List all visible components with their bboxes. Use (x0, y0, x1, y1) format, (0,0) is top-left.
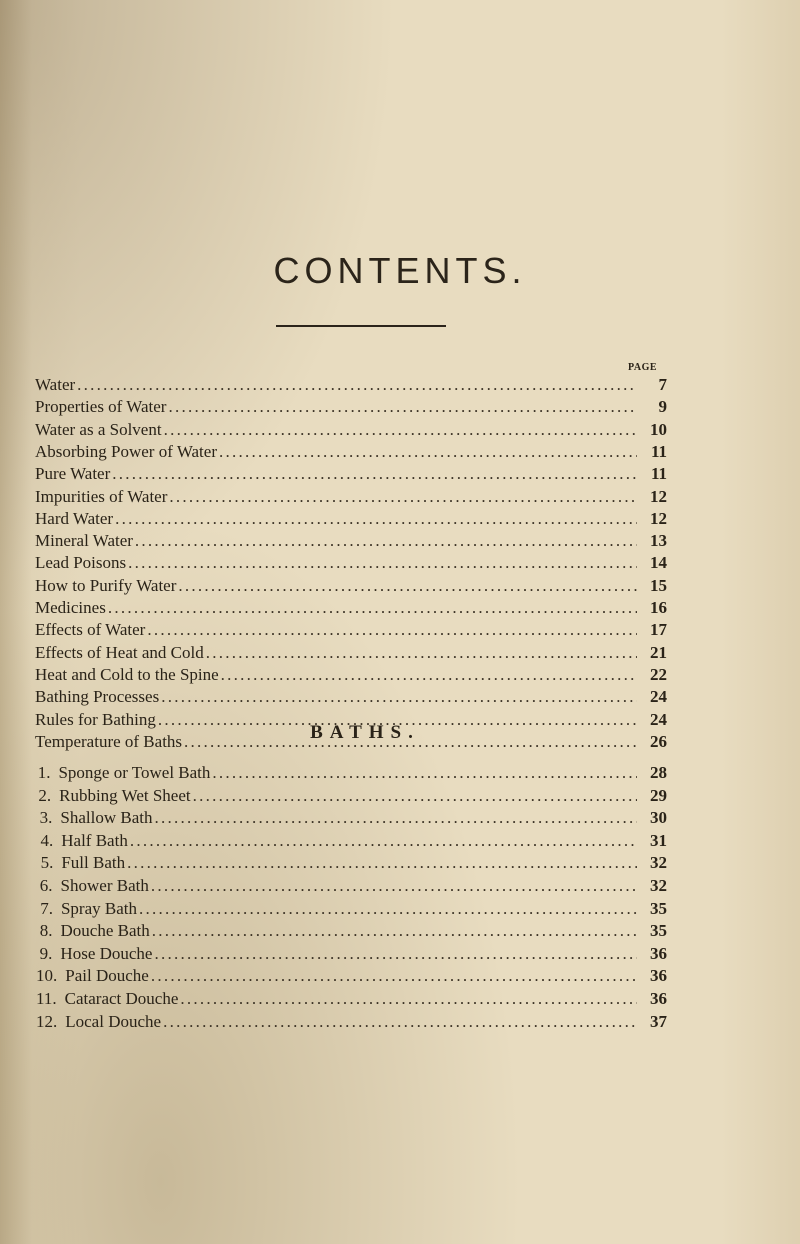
entry-label: Absorbing Power of Water (35, 441, 217, 461)
dot-leader (206, 642, 637, 664)
bath-label: Full Bath (61, 853, 126, 873)
contents-entry (35, 396, 667, 418)
dot-leader (164, 419, 637, 441)
entry-page-number: 11 (650, 441, 667, 461)
entry-page-number: 26 (650, 731, 667, 751)
entry-page-number: 22 (650, 664, 667, 684)
dot-leader (127, 852, 637, 874)
contents-entry (35, 664, 667, 686)
entry-label: Rules for Bathing (35, 709, 156, 729)
entry-label: Effects of Heat and Cold (35, 642, 204, 662)
dot-leader (154, 943, 637, 965)
entry-label: Impurities of Water (35, 486, 168, 506)
page-title: CONTENTS. (273, 250, 527, 291)
dot-leader (180, 988, 637, 1010)
bath-page-number: 32 (650, 853, 667, 873)
dot-leader (152, 920, 637, 942)
dot-leader (155, 807, 637, 829)
contents-entry (35, 619, 667, 641)
bath-page-number: 36 (650, 943, 667, 963)
bath-label: Spray Bath (60, 898, 137, 918)
bath-entry (36, 1011, 667, 1033)
entry-label: How to Purify Water (35, 575, 177, 595)
bath-number: 4. (40, 830, 54, 850)
bath-label: Pail Douche (65, 966, 149, 986)
entry-page-number: 7 (658, 375, 667, 394)
bath-label: Local Douche (65, 1011, 162, 1031)
entry-label: Pure Water (35, 464, 111, 484)
bath-entry (36, 830, 667, 852)
entry-page-number: 24 (650, 709, 667, 729)
entry-page-number: 24 (650, 687, 667, 707)
dot-leader (151, 875, 637, 897)
bath-entry (36, 965, 667, 987)
entry-page-number: 11 (650, 464, 667, 484)
bath-entry (36, 875, 667, 897)
contents-entry (35, 486, 667, 508)
dot-leader (168, 396, 637, 418)
entry-page-number: 12 (650, 508, 667, 528)
dot-leader (112, 463, 637, 485)
bath-label: Sponge or Towel Bath (58, 763, 211, 782)
bath-page-number: 36 (650, 966, 667, 986)
bath-page-number: 37 (650, 1011, 667, 1031)
bath-entry (36, 762, 667, 784)
bath-page-number: 35 (650, 921, 667, 941)
entry-page-number: 17 (650, 620, 667, 640)
dot-leader (178, 575, 637, 597)
contents-entry (35, 552, 667, 574)
dot-leader (115, 508, 637, 530)
entry-page-number: 10 (650, 419, 667, 439)
dot-leader (128, 552, 637, 574)
entry-page-number: 14 (650, 553, 667, 573)
entry-label: Water as a Solvent (35, 419, 162, 439)
bath-page-number: 31 (650, 830, 667, 850)
dot-leader (163, 1011, 637, 1033)
contents-entry (35, 463, 667, 485)
dot-leader (135, 530, 637, 552)
bath-label: Shower Bath (60, 876, 149, 895)
entry-page-number: 13 (650, 531, 667, 551)
bath-number: 5. (40, 853, 54, 873)
bath-page-number: 28 (650, 763, 667, 782)
dot-leader (219, 441, 637, 463)
bath-page-number: 35 (650, 898, 667, 918)
dot-leader (151, 965, 637, 987)
entry-page-number: 21 (650, 642, 667, 662)
entry-label: Temperature of Baths (35, 731, 183, 751)
contents-entry (35, 508, 667, 530)
bath-page-number: 32 (650, 876, 667, 895)
bath-label: Rubbing Wet Sheet (59, 785, 191, 805)
bath-number: 7. (40, 898, 53, 918)
entry-label: Effects of Water (35, 620, 146, 640)
entry-label: Medicines (35, 598, 106, 617)
bath-entry (36, 898, 667, 920)
contents-entry (35, 642, 667, 664)
contents-entry (35, 374, 667, 396)
bath-page-number: 29 (650, 785, 667, 805)
page-column-label: PAGE (628, 362, 658, 373)
contents-entry (35, 530, 667, 552)
bath-number: 10. (36, 966, 58, 986)
bath-label: Douche Bath (60, 921, 150, 941)
dot-leader (169, 486, 637, 508)
bath-page-number: 36 (650, 989, 667, 1008)
entry-label: Heat and Cold to the Spine (35, 664, 219, 684)
contents-entry (35, 597, 667, 619)
bath-number: 1. (37, 763, 51, 782)
entry-page-number: 9 (658, 397, 667, 417)
entry-page-number: 12 (650, 486, 667, 506)
bath-entry (36, 807, 667, 829)
entry-label: Bathing Processes (35, 687, 160, 707)
dot-leader (212, 762, 637, 784)
title-rule (276, 325, 446, 327)
bath-entry (36, 785, 667, 807)
bath-entry (36, 988, 667, 1010)
bath-entry (36, 920, 667, 942)
bath-label: Half Bath (61, 830, 128, 850)
dot-leader (221, 664, 637, 686)
entry-label: Lead Poisons (35, 553, 127, 573)
bath-label: Cataract Douche (64, 989, 179, 1008)
entry-label: Mineral Water (35, 531, 133, 551)
entry-label: Water (35, 375, 76, 394)
bath-entry (36, 943, 667, 965)
dot-leader (130, 830, 637, 852)
bath-number: 12. (36, 1011, 58, 1031)
entry-page-number: 15 (650, 575, 667, 595)
bath-entry (36, 852, 667, 874)
bath-number: 3. (39, 808, 53, 828)
bath-number: 11. (36, 989, 57, 1008)
bath-page-number: 30 (650, 808, 667, 828)
bath-number: 8. (39, 921, 53, 941)
entry-label: Properties of Water (35, 397, 167, 417)
dot-leader (139, 898, 637, 920)
bath-label: Shallow Bath (60, 808, 153, 828)
bath-number: 2. (38, 785, 52, 805)
bath-label: Hose Douche (60, 943, 153, 963)
contents-entry (35, 686, 667, 708)
entry-label: Hard Water (35, 508, 114, 528)
dot-leader (77, 374, 637, 396)
baths-heading: BATHS. (310, 722, 420, 743)
bath-number: 6. (39, 876, 53, 895)
dot-leader (108, 597, 637, 619)
dot-leader (161, 686, 637, 708)
dot-leader (147, 619, 637, 641)
contents-entry (35, 419, 667, 441)
dot-leader (193, 785, 637, 807)
contents-entry (35, 575, 667, 597)
bath-number: 9. (39, 943, 53, 963)
contents-entry (35, 441, 667, 463)
entry-page-number: 16 (650, 598, 667, 617)
